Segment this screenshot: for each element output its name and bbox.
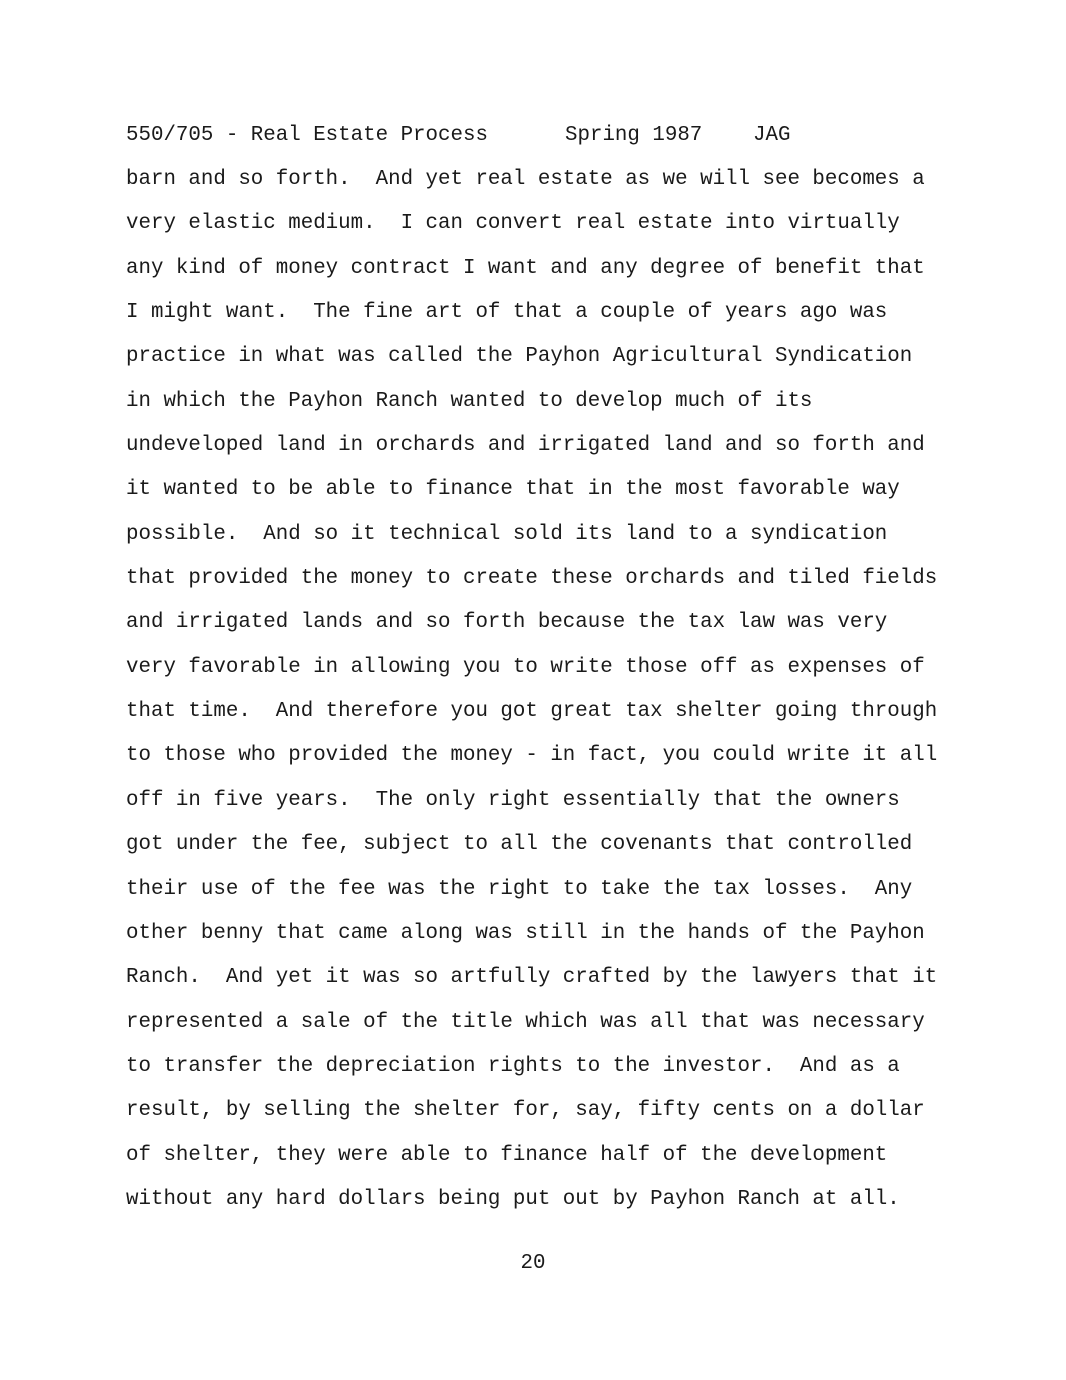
transcript-body <box>126 168 956 1232</box>
text-line: barn and so forth. And yet real estate as we will see becomes a <box>126 168 925 191</box>
text-line: I might want. The fine art of that a couple of years ago was <box>126 301 888 325</box>
text-line: other benny that came along was still in the hands of the Payhon <box>126 921 925 945</box>
text-line: that provided the money to create these orchards and tiled fields <box>126 567 938 591</box>
term-label: Spring 1987 <box>565 124 703 147</box>
text-line: practice in what was called the Payhon Agricultural Syndication <box>126 345 913 369</box>
text-line: result, by selling the shelter for, say, fifty cents on a dollar <box>126 1099 925 1123</box>
text-line: it wanted to be able to finance that in the most favorable way <box>126 478 900 502</box>
course-title: 550/705 - Real Estate Process <box>126 124 488 147</box>
text-line: that time. And therefore you got great tax shelter going through <box>126 700 938 724</box>
author-initials: JAG <box>753 124 791 147</box>
text-line: without any hard dollars being put out by Payhon Ranch at all. <box>126 1187 900 1211</box>
text-line: to those who provided the money - in fact, you could write it all <box>126 744 938 768</box>
text-line: Ranch. And yet it was so artfully crafted by the lawyers that it <box>126 966 938 990</box>
text-line: very favorable in allowing you to write those off as expenses of <box>126 655 925 679</box>
text-line: very elastic medium. I can convert real estate into virtually <box>126 212 900 236</box>
text-line: their use of the fee was the right to take the tax losses. Any <box>126 877 913 901</box>
text-line: off in five years. The only right essentially that the owners <box>126 788 900 812</box>
text-line: undeveloped land in orchards and irrigated land and so forth and <box>126 434 925 458</box>
text-line: represented a sale of the title which was all that was necessary <box>126 1010 925 1034</box>
text-line: in which the Payhon Ranch wanted to develop much of its <box>126 389 813 413</box>
text-line: and irrigated lands and so forth because the tax law was very <box>126 611 888 635</box>
text-line: to transfer the depreciation rights to the investor. And as a <box>126 1054 900 1078</box>
text-line: of shelter, they were able to finance half of the development <box>126 1143 888 1167</box>
text-line: any kind of money contract I want and any degree of benefit that <box>126 256 925 280</box>
page-number: 20 <box>520 1252 546 1275</box>
text-line: possible. And so it technical sold its land to a syndication <box>126 522 888 546</box>
text-line: got under the fee, subject to all the covenants that controlled <box>126 833 913 857</box>
